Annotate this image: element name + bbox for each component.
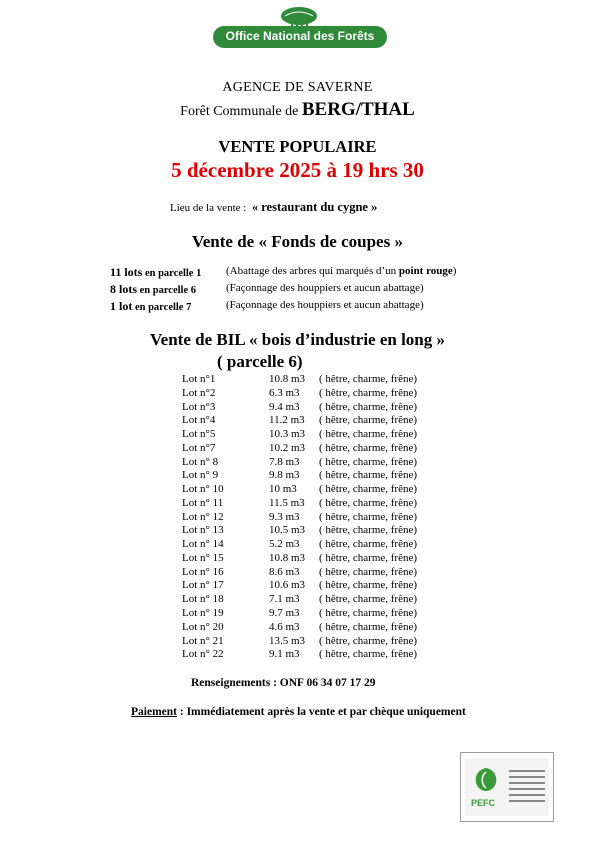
fonds-row-desc [226, 299, 424, 311]
desc-text: (Abattage des arbres qui marqués d’un [226, 265, 399, 277]
lot-species: ( hêtre, charme, frêne) [319, 373, 418, 385]
lot-species: ( hêtre, charme, frêne) [319, 441, 418, 454]
lot-volume: 9.8 m3 [269, 469, 300, 482]
lot-species: ( hêtre, charme, frêne) [319, 400, 418, 413]
lot-volume: 10 m3 [269, 483, 297, 496]
lot-volume: 11.2 m3 [269, 414, 305, 427]
lot-row [182, 497, 442, 511]
lot-species: ( hêtre, charme, frêne) [319, 524, 418, 537]
lot-species: ( hêtre, charme, frêne) [319, 565, 418, 578]
lot-number: Lot n°4 [182, 414, 216, 427]
lot-row [182, 373, 442, 387]
desc-close: ) [452, 265, 457, 277]
lot-table [182, 373, 442, 662]
onf-logo-banner [213, 26, 387, 48]
lot-row [182, 621, 442, 635]
foret-prefix: Forêt Communale de [180, 104, 302, 119]
location-label: Lieu de la vente : [170, 202, 247, 214]
lot-number: Lot n° 12 [182, 510, 224, 523]
fonds-row-count: 8 lots [110, 282, 137, 296]
lot-species: ( hêtre, charme, frêne) [319, 469, 418, 482]
payment-info [131, 706, 466, 718]
lot-row [182, 442, 442, 456]
lot-species: ( hêtre, charme, frêne) [319, 634, 418, 647]
onf-logo-text: Office National des Forêts [225, 29, 375, 43]
lot-row [182, 648, 442, 662]
fonds-row-parcelle: en parcelle 1 [142, 268, 202, 279]
lot-species: ( hêtre, charme, frêne) [319, 386, 418, 399]
fonds-row-parcelle: en parcelle 7 [132, 302, 192, 313]
lot-volume: 10.8 m3 [269, 373, 306, 385]
lot-volume: 10.5 m3 [269, 524, 306, 537]
lot-number: Lot n°7 [182, 441, 216, 454]
event-title: VENTE POPULAIRE [218, 137, 377, 156]
fonds-row-desc [226, 265, 456, 277]
lot-number: Lot n° 16 [182, 565, 224, 578]
lot-number: Lot n° 8 [182, 455, 219, 468]
event-location [170, 200, 377, 215]
lot-row [182, 635, 442, 649]
bil-title: Vente de BIL « bois d’industrie en long » [149, 330, 446, 349]
lot-row [182, 524, 442, 538]
lot-species: ( hêtre, charme, frêne) [319, 538, 418, 551]
lot-species: ( hêtre, charme, frêne) [319, 455, 418, 468]
fonds-title: Vente de « Fonds de coupes » [192, 232, 403, 251]
fonds-row-desc [226, 282, 424, 294]
lot-number: Lot n° 11 [182, 496, 224, 509]
lot-number: Lot n°2 [182, 386, 216, 399]
lot-row [182, 607, 442, 621]
lot-species: ( hêtre, charme, frêne) [319, 510, 418, 523]
payment-label: Paiement [131, 706, 177, 718]
lot-number: Lot n°3 [182, 400, 216, 413]
lot-number: Lot n° 17 [182, 579, 224, 592]
lot-volume: 10.8 m3 [269, 551, 306, 564]
payment-text: : Immédiatement après la vente et par chèque uniquement [176, 706, 466, 718]
lot-species: ( hêtre, charme, frêne) [319, 593, 418, 606]
lot-number: Lot n° 18 [182, 593, 224, 606]
event-date: 5 décembre 2025 à 19 hrs 30 [171, 158, 424, 182]
desc-text: (Façonnage des houppiers et aucun abattage) [226, 282, 424, 294]
lot-species: ( hêtre, charme, frêne) [319, 620, 418, 633]
lot-number: Lot n°1 [182, 373, 216, 385]
pefc-fine-print [509, 766, 545, 806]
lot-species: ( hêtre, charme, frêne) [319, 428, 418, 441]
lot-number: Lot n° 22 [182, 648, 224, 661]
fonds-row-label [110, 265, 201, 280]
lot-row [182, 593, 442, 607]
lot-volume: 9.7 m3 [269, 607, 300, 620]
fonds-row-label [110, 282, 196, 297]
lot-volume: 10.2 m3 [269, 441, 306, 454]
lot-number: Lot n° 20 [182, 620, 224, 633]
lot-volume: 9.1 m3 [269, 648, 300, 661]
lot-volume: 7.1 m3 [269, 593, 300, 606]
lot-volume: 6.3 m3 [269, 386, 300, 399]
lot-volume: 10.3 m3 [269, 428, 306, 441]
lot-number: Lot n° 21 [182, 634, 224, 647]
pefc-text: PEFC [471, 798, 496, 808]
onf-logo [0, 0, 595, 52]
contact-info: Renseignements : ONF 06 34 07 17 29 [191, 677, 376, 689]
fonds-row-count: 1 lot [110, 299, 133, 313]
foret-name: BERG/THAL [301, 99, 415, 120]
lot-row [182, 566, 442, 580]
fonds-row-label [110, 299, 191, 314]
lot-volume: 5.2 m3 [269, 538, 300, 551]
lot-row [182, 483, 442, 497]
lot-row [182, 401, 442, 415]
lot-volume: 11.5 m3 [269, 496, 305, 509]
lot-number: Lot n°5 [182, 428, 216, 441]
lot-species: ( hêtre, charme, frêne) [319, 483, 418, 496]
lot-species: ( hêtre, charme, frêne) [319, 551, 418, 564]
lot-row [182, 552, 442, 566]
lot-number: Lot n° 9 [182, 469, 219, 482]
pefc-inner [465, 758, 549, 816]
lot-volume: 13.5 m3 [269, 634, 306, 647]
lot-species: ( hêtre, charme, frêne) [319, 496, 418, 509]
lot-row [182, 579, 442, 593]
lot-number: Lot n° 13 [182, 524, 224, 537]
lot-row [182, 428, 442, 442]
lot-row [182, 456, 442, 470]
location-value: « restaurant du cygne » [251, 200, 378, 214]
lot-number: Lot n° 15 [182, 551, 224, 564]
lot-volume: 9.4 m3 [269, 400, 300, 413]
pefc-certification-box [460, 752, 554, 822]
lot-number: Lot n° 14 [182, 538, 224, 551]
agence-title: AGENCE DE SAVERNE [222, 80, 373, 95]
bil-parcelle: ( parcelle 6) [217, 352, 303, 371]
lot-row [182, 538, 442, 552]
lot-species: ( hêtre, charme, frêne) [319, 414, 418, 427]
lot-number: Lot n° 19 [182, 607, 224, 620]
lot-species: ( hêtre, charme, frêne) [319, 579, 418, 592]
lot-row [182, 414, 442, 428]
fonds-row-parcelle: en parcelle 6 [137, 285, 197, 296]
lot-species: ( hêtre, charme, frêne) [319, 648, 418, 661]
lot-number: Lot n° 10 [182, 483, 224, 496]
lot-volume: 9.3 m3 [269, 510, 300, 523]
lot-volume: 4.6 m3 [269, 620, 300, 633]
foret-title [0, 99, 595, 121]
lot-row [182, 511, 442, 525]
desc-text: (Façonnage des houppiers et aucun abattage) [226, 299, 424, 311]
fonds-row-count: 11 lots [110, 265, 143, 279]
lot-volume: 7.8 m3 [269, 455, 300, 468]
lot-volume: 10.6 m3 [269, 579, 306, 592]
lot-species: ( hêtre, charme, frêne) [319, 607, 418, 620]
desc-bold: point rouge [398, 265, 453, 277]
lot-volume: 8.6 m3 [269, 565, 300, 578]
lot-row [182, 387, 442, 401]
lot-row [182, 469, 442, 483]
